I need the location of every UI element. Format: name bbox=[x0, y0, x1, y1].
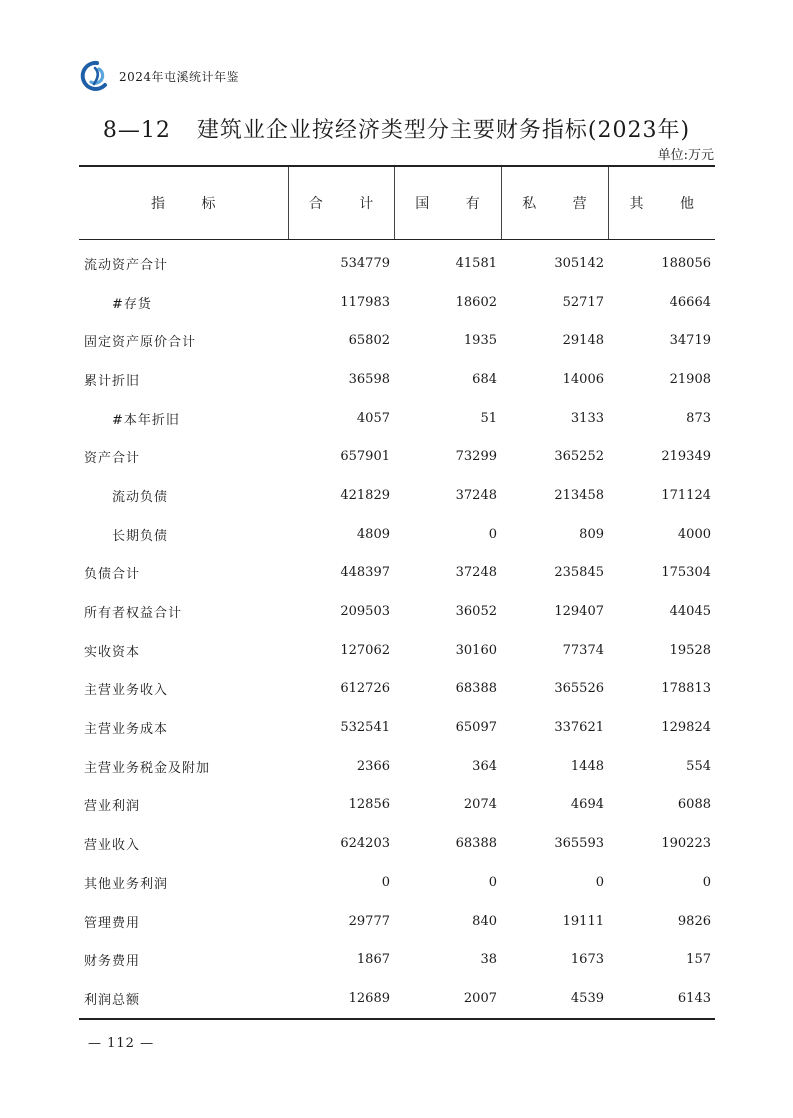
cell-private: 129407 bbox=[554, 604, 604, 620]
cell-total: 4809 bbox=[356, 526, 390, 542]
cell-state-owned: 68388 bbox=[455, 681, 497, 697]
cell-total: 12689 bbox=[288, 979, 394, 1019]
table-row bbox=[79, 399, 715, 438]
cell-other: 34719 bbox=[669, 333, 711, 349]
table-row bbox=[79, 979, 715, 1019]
table-row bbox=[79, 786, 715, 825]
cell-private: 1673 bbox=[570, 952, 604, 968]
cell-total: 29777 bbox=[348, 913, 390, 929]
cell-private: 365252 bbox=[554, 449, 604, 465]
row-label: 管理费用 bbox=[84, 915, 141, 931]
cell-state-owned: 0 bbox=[488, 526, 497, 542]
cell-total: 2366 bbox=[356, 758, 390, 774]
cell-total: 1867 bbox=[356, 952, 390, 968]
cell-private: 365593 bbox=[554, 836, 604, 852]
cell-other: 188056 bbox=[661, 255, 711, 271]
table-row bbox=[79, 670, 715, 709]
cell-total: 12856 bbox=[348, 797, 390, 813]
cell-total: 532541 bbox=[340, 720, 390, 736]
cell-private: 4694 bbox=[570, 797, 604, 813]
row-label: 长期负债 bbox=[112, 528, 169, 544]
cell-other: 178813 bbox=[661, 681, 711, 697]
cell-private: 77374 bbox=[562, 642, 604, 658]
page-number: — 112 — bbox=[88, 1036, 155, 1051]
cell-other: 19528 bbox=[669, 642, 711, 658]
table-row bbox=[79, 554, 715, 593]
cell-private: 305142 bbox=[554, 255, 604, 271]
cell-state-owned: 364 bbox=[472, 758, 497, 774]
financial-table bbox=[79, 165, 715, 1020]
cell-total: 612726 bbox=[340, 681, 390, 697]
cell-total: 65802 bbox=[348, 333, 390, 349]
row-label: 其他业务利润 bbox=[84, 876, 169, 892]
table-row bbox=[79, 863, 715, 902]
cell-state-owned: 38 bbox=[480, 952, 497, 968]
table-row bbox=[79, 437, 715, 476]
cell-private: 4539 bbox=[501, 979, 608, 1019]
row-label: 利润总额 bbox=[79, 979, 288, 1019]
cell-private: 235845 bbox=[554, 565, 604, 581]
cell-state-owned: 2074 bbox=[463, 797, 497, 813]
table-row bbox=[79, 360, 715, 399]
cell-other: 554 bbox=[686, 758, 711, 774]
cell-total: 127062 bbox=[340, 642, 390, 658]
cell-other: 9826 bbox=[677, 913, 711, 929]
row-label: 主营业务成本 bbox=[84, 722, 169, 738]
cell-private: 19111 bbox=[562, 913, 604, 929]
cell-other: 21908 bbox=[669, 371, 711, 387]
row-label: 营业利润 bbox=[84, 799, 141, 815]
cell-state-owned: 1935 bbox=[463, 333, 497, 349]
cell-state-owned: 37248 bbox=[455, 565, 497, 581]
table-row bbox=[79, 940, 715, 979]
yearbook-title: 2024年屯溪统计年鉴 bbox=[119, 69, 240, 84]
cell-private: 3133 bbox=[570, 410, 604, 426]
cell-state-owned: 36052 bbox=[455, 604, 497, 620]
column-header-other: 其 他 bbox=[608, 166, 715, 240]
cell-total: 624203 bbox=[340, 836, 390, 852]
unit-label: 单位:万元 bbox=[657, 148, 714, 163]
cell-state-owned: 840 bbox=[472, 913, 497, 929]
yearbook-header bbox=[79, 60, 239, 92]
table-header-row bbox=[79, 166, 715, 240]
cell-other: 873 bbox=[686, 410, 711, 426]
table-row bbox=[79, 631, 715, 670]
column-header-total: 合 计 bbox=[288, 166, 394, 240]
cell-private: 14006 bbox=[562, 371, 604, 387]
row-label: 主营业务收入 bbox=[84, 683, 169, 699]
cell-other: 171124 bbox=[661, 487, 711, 503]
column-header-private: 私 营 bbox=[501, 166, 608, 240]
cell-state-owned: 37248 bbox=[455, 487, 497, 503]
cell-state-owned: 51 bbox=[480, 410, 497, 426]
cell-state-owned: 0 bbox=[488, 874, 497, 890]
cell-total: 4057 bbox=[356, 410, 390, 426]
cell-private: 29148 bbox=[562, 333, 604, 349]
cell-private: 52717 bbox=[562, 294, 604, 310]
cell-private: 365526 bbox=[554, 681, 604, 697]
table-row bbox=[79, 902, 715, 941]
cell-total: 209503 bbox=[340, 604, 390, 620]
cell-private: 809 bbox=[579, 526, 604, 542]
row-label: 营业收入 bbox=[84, 838, 141, 854]
cell-private: 213458 bbox=[554, 487, 604, 503]
cell-state-owned: 2007 bbox=[394, 979, 501, 1019]
cell-total: 421829 bbox=[340, 487, 390, 503]
cell-total: 657901 bbox=[340, 449, 390, 465]
cell-other: 157 bbox=[686, 952, 711, 968]
cell-other: 4000 bbox=[677, 526, 711, 542]
cell-other: 190223 bbox=[661, 836, 711, 852]
row-label: 资产合计 bbox=[84, 451, 141, 467]
cell-state-owned: 41581 bbox=[455, 255, 497, 271]
row-label: 负债合计 bbox=[84, 567, 141, 583]
cell-other: 219349 bbox=[661, 449, 711, 465]
cell-other: 44045 bbox=[669, 604, 711, 620]
row-label: 流动负债 bbox=[112, 489, 169, 505]
yearbook-logo-icon bbox=[79, 60, 113, 92]
cell-private: 1448 bbox=[570, 758, 604, 774]
cell-other: 175304 bbox=[661, 565, 711, 581]
table-row bbox=[79, 283, 715, 322]
cell-other: 129824 bbox=[661, 720, 711, 736]
cell-total: 0 bbox=[381, 874, 390, 890]
table-row bbox=[79, 240, 715, 283]
table-title-text: 建筑业企业按经济类型分主要财务指标(2023年) bbox=[196, 118, 691, 143]
table-row bbox=[79, 708, 715, 747]
row-label: 所有者权益合计 bbox=[84, 606, 183, 622]
row-label: #本年折旧 bbox=[112, 412, 180, 428]
table-body bbox=[79, 240, 715, 1019]
row-label: #存货 bbox=[112, 296, 152, 312]
cell-total: 448397 bbox=[340, 565, 390, 581]
cell-total: 36598 bbox=[348, 371, 390, 387]
cell-other: 6143 bbox=[608, 979, 715, 1019]
row-label: 主营业务税金及附加 bbox=[84, 760, 211, 776]
cell-other: 0 bbox=[702, 874, 711, 890]
cell-private: 337621 bbox=[554, 720, 604, 736]
cell-total: 534779 bbox=[340, 255, 390, 271]
table-row bbox=[79, 592, 715, 631]
row-label: 累计折旧 bbox=[84, 373, 141, 389]
row-label: 财务费用 bbox=[84, 954, 141, 970]
cell-other: 6088 bbox=[677, 797, 711, 813]
table-row bbox=[79, 515, 715, 554]
table-row bbox=[79, 476, 715, 515]
cell-state-owned: 68388 bbox=[455, 836, 497, 852]
cell-state-owned: 684 bbox=[472, 371, 497, 387]
cell-state-owned: 30160 bbox=[455, 642, 497, 658]
table-row bbox=[79, 321, 715, 360]
row-label: 固定资产原价合计 bbox=[84, 335, 197, 351]
table-row bbox=[79, 747, 715, 786]
cell-private: 0 bbox=[595, 874, 604, 890]
row-label: 流动资产合计 bbox=[84, 257, 169, 273]
table-row bbox=[79, 824, 715, 863]
row-label: 实收资本 bbox=[84, 644, 141, 660]
cell-state-owned: 65097 bbox=[455, 720, 497, 736]
cell-other: 46664 bbox=[669, 294, 711, 310]
cell-state-owned: 18602 bbox=[455, 294, 497, 310]
table-title bbox=[0, 113, 793, 144]
column-header-state-owned: 国 有 bbox=[394, 166, 501, 240]
cell-state-owned: 73299 bbox=[455, 449, 497, 465]
cell-total: 117983 bbox=[340, 294, 390, 310]
table-number: 8—12 bbox=[102, 118, 171, 143]
column-header-indicator: 指 标 bbox=[79, 166, 288, 240]
